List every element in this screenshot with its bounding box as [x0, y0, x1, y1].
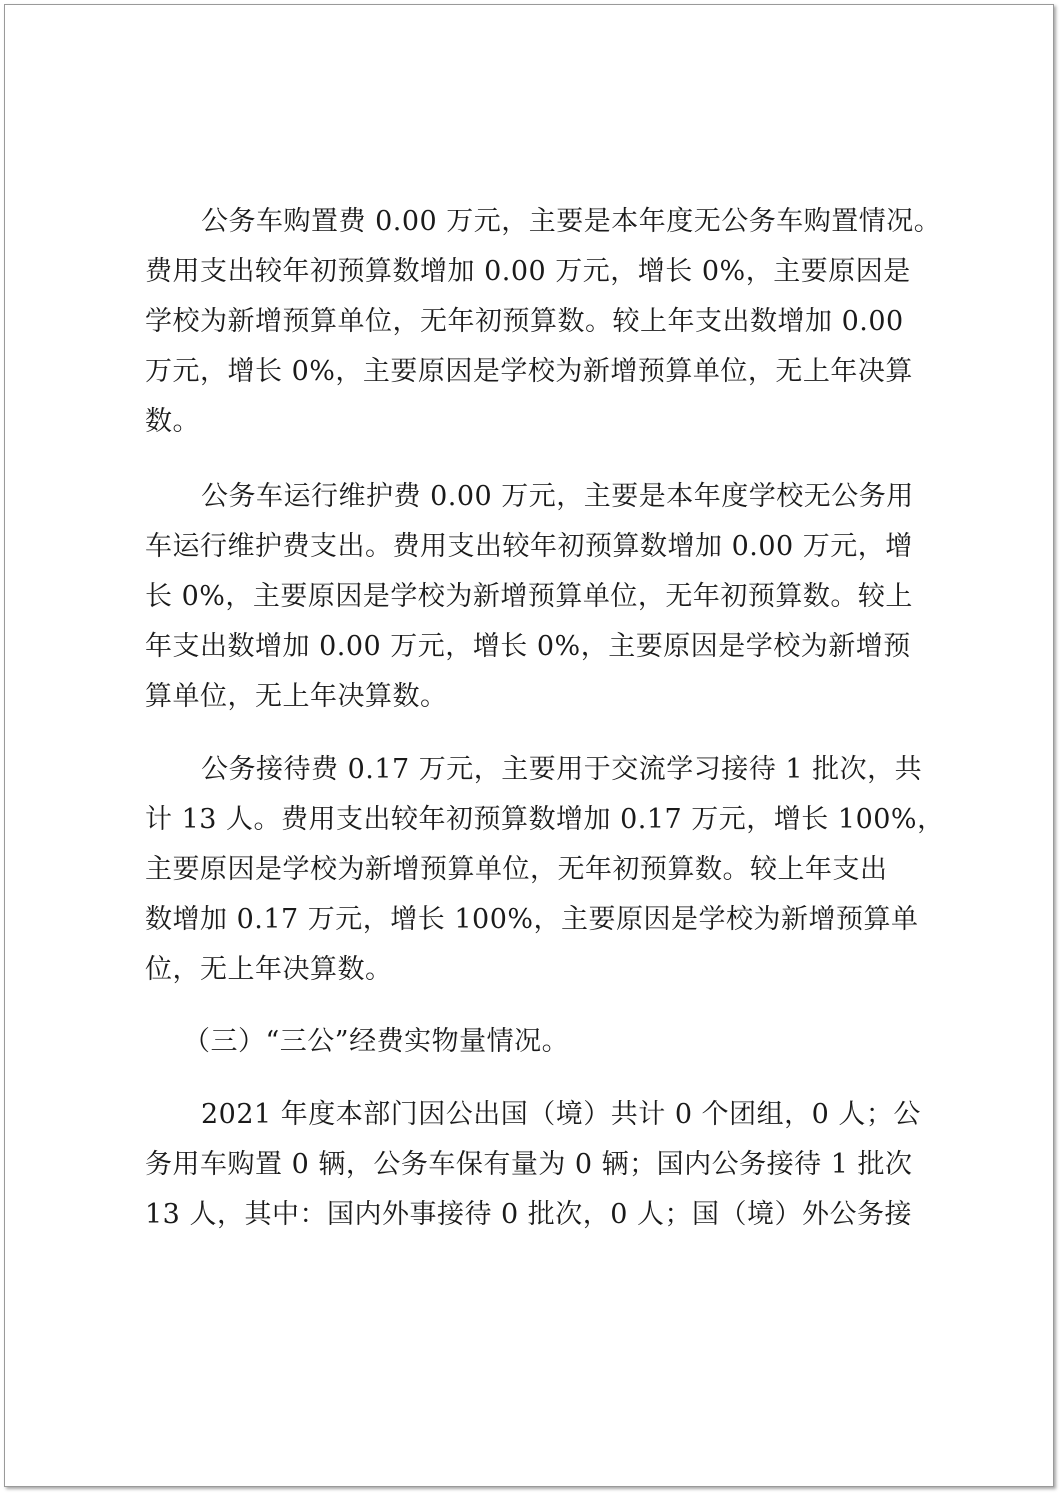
text-line: 数。 [145, 406, 200, 437]
text-line: 公务车运行维护费 0.00 万元，主要是本年度学校无公务用 [201, 481, 914, 512]
text-line: 公务车购置费 0.00 万元，主要是本年度无公务车购置情况。 [201, 206, 942, 237]
text-line: 位，无上年决算数。 [145, 954, 393, 985]
text-line: 费用支出较年初预算数增加 0.00 万元，增长 0%，主要原因是 [145, 256, 911, 287]
text-line: 主要原因是学校为新增预算单位，无年初预算数。较上年支出 [145, 854, 888, 885]
text-line: 算单位，无上年决算数。 [145, 681, 448, 712]
text-line: 车运行维护费支出。费用支出较年初预算数增加 0.00 万元，增 [145, 531, 913, 562]
document-page [4, 4, 1054, 1487]
text-line: 数增加 0.17 万元，增长 100%，主要原因是学校为新增预算单 [145, 904, 919, 935]
text-line: 2021 年度本部门因公出国（境）共计 0 个团组，0 人；公 [201, 1099, 921, 1130]
text-line: 务用车购置 0 辆，公务车保有量为 0 辆；国内公务接待 1 批次 [145, 1149, 913, 1180]
text-line: 13 人，其中：国内外事接待 0 批次，0 人；国（境）外公务接 [145, 1199, 913, 1230]
text-line: 学校为新增预算单位，无年初预算数。较上年支出数增加 0.00 [145, 306, 904, 337]
section-heading: （三）“三公”经费实物量情况。 [183, 1026, 570, 1057]
text-line: 年支出数增加 0.00 万元，增长 0%，主要原因是学校为新增预 [145, 631, 911, 662]
text-line: 万元，增长 0%，主要原因是学校为新增预算单位，无上年决算 [145, 356, 913, 387]
text-line: 公务接待费 0.17 万元，主要用于交流学习接待 1 批次，共 [201, 754, 923, 785]
text-line: 长 0%，主要原因是学校为新增预算单位，无年初预算数。较上 [145, 581, 913, 612]
text-line: 计 13 人。费用支出较年初预算数增加 0.17 万元，增长 100%， [145, 804, 945, 835]
